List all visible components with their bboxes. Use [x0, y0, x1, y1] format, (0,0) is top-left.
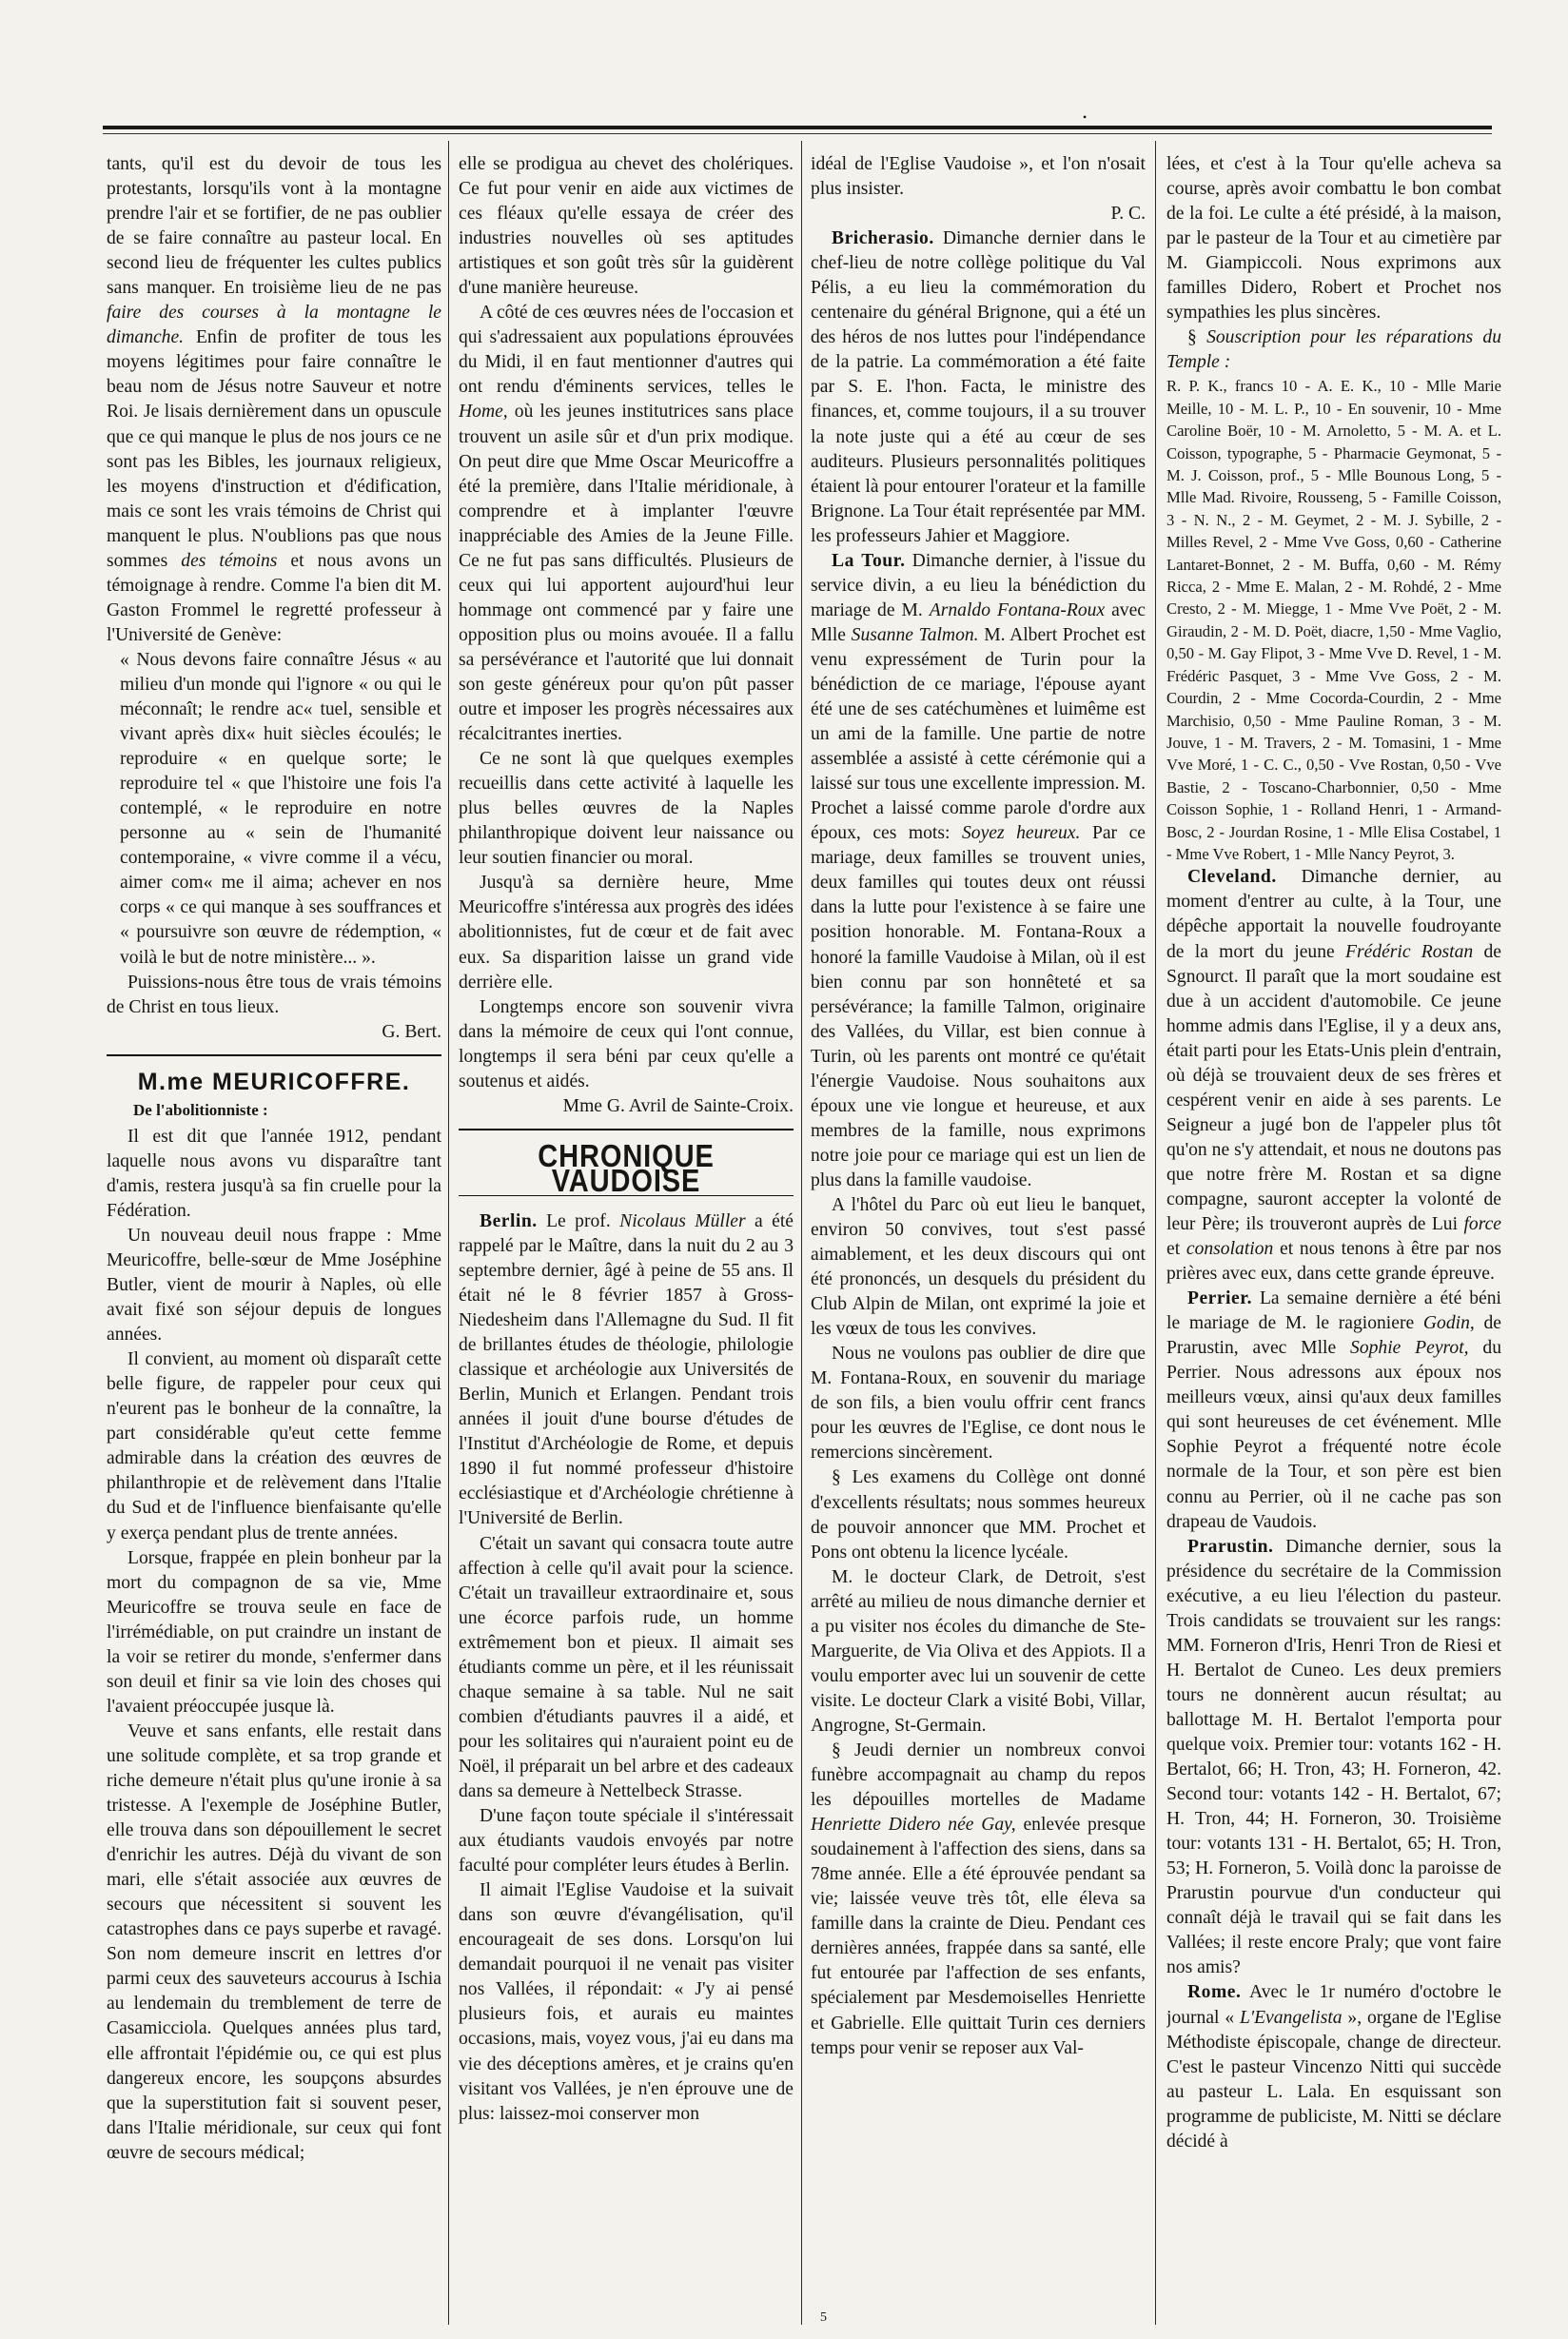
section-rule [107, 1054, 441, 1056]
signature: Mme G. Avril de Sainte-Croix. [562, 1095, 794, 1116]
paragraph: Puissions-nous être tous de vrais témoins de Christ en tous lieux. [107, 972, 441, 1017]
paragraph: Nous ne voulons pas oublier de dire que M. Fontana-Roux, en souvenir du mariage de son fils, a bien voulu offrir cent francs pour les œuvres de l'Eglise, ce dont nous le remercions sincèrement. [811, 1344, 1146, 1464]
subscription-list: R. P. K., francs 10 - A. E. K., 10 - Mlle Marie Meille, 10 - M. L. P., 10 - En souvenir, 10 - Mme Caroline Boër, 10 - M. Arnoletto, 5 - M. A. et L. Coisson, typographe, 5 - Pharmacie Geymonat, 5 - M. J. Coisson, prof., 5 - Mlle Bounous Long, 5 - Mlle Mad. Rivoire, Rousseng, 5 - Famille Coisson, 3 - N. N., 2 - M. Geymet, 2 - M. J. Sybille, 2 - Milles Revel, 2 - Mme Vve Goss, 0,60 - Catherine Lantaret-Bonnet, 2 - M. Buffa, 0,60 - M. Rémy Ricca, 2 - Mme E. Malan, 2 - M. Rohdé, 2 - Mme Cresto, 2 - M. Miegge, 1 - Mme Vve Poët, 2 - M. Giraudin, 2 - M. D. Poët, diacre, 1,50 - Mme Vaglio, 0,50 - M. Gay Flipot, 3 - Mme Vve D. Revel, 1 - M. Frédéric Pasquet, 3 - Mme Vve Goss, 2 - M. Courdin, 2 - Mme Cocorda-Courdin, 2 - Mme Marchisio, 0,50 - Mme Pauline Roman, 3 - M. Jouve, 1 - M. Travers, 2 - M. Tomasini, 1 - Mme Vve Moré, 1 - C. C., 0,50 - Vve Rostan, 0,50 - Vve Bastie, 2 - Toscano-Charbonnier, 0,50 - Mme Coisson Sophie, 1 - Rolland Henri, 1 - Armand-Bosc, 2 - Jourdan Rosine, 1 - Mlle Elisa Costabel, 1 - Mme Vve Robert, 1 - Mlle Nancy Peyrot, 3. [1166, 377, 1501, 863]
paragraph: Berlin. Le prof. Nicolaus Müller a été rappelé par le Maître, dans la nuit du 2 au 3 septembre dernier, âgé à peine de 55 ans. Il était né le 8 février 1857 à Gross-Niedesheim dans l'Allemagne du Sud. Il fit de brillantes études de théologie, philologie classique et archéologie aux Universités de Berlin, Munich et Erlangen. Pendant trois années il jouit d'une bourse d'études de l'Institut d'Archéologie de Rome, et depuis 1890 il fut nommé professeur d'histoire ecclésiastique et d'Archéologie chrétienne à l'Université de Berlin. [459, 1210, 794, 1529]
ornament-dot: • [1083, 110, 1088, 124]
page-mark: 5 [820, 2310, 827, 2325]
section-rule [459, 1129, 794, 1130]
paragraph: C'était un savant qui consacra toute autre affection à celle qu'il avait pour la science. C'était un travailleur extraordinaire et, sous une écorce parfois rude, un homme extrêmement bon et pieux. Il aimait ses étudiants comme un père, et il les réunissait chaque semaine à sa table. Nul ne sait combien d'étudiants pauvres il a aidé, et pour les solitaires qui n'auraient point eu de Noël, il préparait un bel arbre et des cadeaux dans sa demeure à Nettelbeck Strasse. [459, 1533, 794, 1801]
column-divider [801, 141, 802, 2325]
paragraph: Il convient, au moment où disparaît cette belle figure, de rappeler pour ceux qui n'eurent pas le bonheur de la connaître, la part considérable qu'eut cette femme admirable dans la création des œuvres de philanthropie et de relèvement dans l'Italie du Sud et de l'influence bienfaisante qu'elle y exerça pendant plus de trente années. [107, 1349, 441, 1543]
paragraph: § Jeudi dernier un nombreux convoi funèbre accompagnait au champ du repos les dépouilles mortelles de Madame Henriette Didero née Gay, enlevée presque soudainement à l'affection des siens, dans sa 78me année. Elle a été éprouvée pendant sa vie; laissée veuve très tôt, elle éleva sa famille dans la crainte de Dieu. Pendant ces dernières années, frappée dans sa santé, elle fut entourée par l'affection de ses enfants, spécialement par Mesdemoiselles Henriette et Gabrielle. Elle quittait Turin ces derniers temps pour venir se reposer aux Val- [811, 1740, 1146, 2058]
column-4 [1166, 152, 1501, 2312]
paragraph: Rome. Avec le 1r numéro d'octobre le journal « L'Evangelista », organe de l'Eglise Méthodiste épiscopale, change de directeur. C'est le pasteur Vincenzo Nitti qui succède au pasteur L. Lala. En esquissant son programme de publiciste, M. Nitti se déclare décidé à [1166, 1982, 1501, 2152]
paragraph: Longtemps encore son souvenir vivra dans la mémoire de ceux qui l'ont connue, longtemps il sera béni par ceux qu'elle a soutenus et aidés. [459, 996, 794, 1091]
paragraph: Un nouveau deuil nous frappe : Mme Meuricoffre, belle-sœur de Mme Joséphine Butler, vient de mourir à Naples, où elle avait fixé son séjour depuis de longues années. [107, 1225, 441, 1346]
paragraph: elle se prodigua au chevet des cholériques. Ce fut pour venir en aide aux victimes de ces fléaux qu'elle essaya de créer des industries nouvelles où ses aptitudes artistiques et son goût très sûr la guidèrent d'une manière heureuse. [459, 154, 794, 299]
paragraph: Il est dit que l'année 1912, pendant laquelle nous avons vu disparaître tant d'amis, restera jusqu'à sa fin cruelle pour la Fédération. [107, 1126, 441, 1221]
column-2 [459, 152, 794, 2312]
paragraph: D'une façon toute spéciale il s'intéressait aux étudiants vaudois envoyés par notre faculté pour compléter leurs études à Berlin. [459, 1806, 794, 1877]
column-1 [107, 152, 441, 2312]
paragraph: La Tour. Dimanche dernier, à l'issue du service divin, a eu lieu la bénédiction du mariage de M. Arnaldo Fontana-Roux avec Mlle Susanne Talmon. M. Albert Prochet est venu expressément de Turin pour la bénédiction de ce mariage, l'épouse ayant été une de ses catéchumènes et luimême est un ami de la famille. Une partie de notre assemblée a assisté à cette cérémonie qui a laissé sur tous une excellente impression. M. Prochet a laissé comme parole d'ordre aux époux, ces mots: Soyez heureux. Par ce mariage, deux familles se trouvent unies, deux familles qui toutes deux ont réussi dans la lutte pour l'existence à se faire une position honorable. M. Fontana-Roux a honoré la famille Vaudoise à Milan, où il est bien connu par son honnêteté et sa persévérance; la famille Talmon, originaire des Vallées, du Villar, est bien connue à Turin, où les parents ont montré ce qu'était l'énergie Vaudoise. Nous souhaitons aux époux une vie longue et heureuse, et aux membres de la famille, nous exprimons notre joie pour ce mariage qui est un lien de plus dans la famille vaudoise. [811, 550, 1146, 1190]
paragraph: tants, qu'il est du devoir de tous les protestants, lorsqu'ils vont à la montagne prendre l'air et se fortifier, de ne pas oublier de se faire connaître au pasteur local. En second lieu de fréquenter les cultes publics sans manquer. En troisième lieu de ne pas faire des courses à la montagne le dimanche. Enfin de profiter de tous les moyens légitimes pour faire connaître le beau nom de Jésus notre Sauveur et notre Roi. Je lisais dernièrement dans un opuscule que ce qui manque le plus de nos jours ce ne sont pas les Bibles, les journaux religieux, les moyens d'instruction et d'édification, mais ce sont les vrais témoins de Christ qui manquent le plus. N'oublions pas que nous sommes des témoins et nous avons un témoignage à rendre. Comme l'a bien dit M. Gaston Frommel le regretté professeur à l'Université de Genève: [107, 154, 441, 645]
subscription-heading: § Souscription pour les réparations du Temple : [1166, 327, 1501, 373]
top-rule-thin [103, 133, 1492, 134]
paragraph: Lorsque, frappée en plein bonheur par la mort du compagnon de sa vie, Mme Meuricoffre se trouva seule en face de l'irrémédiable, on put craindre un instant de la voir se retirer du monde, s'enfermer dans son deuil et finir sa vie loin des choses qui l'avaient préoccupée jusque là. [107, 1547, 441, 1717]
quotation: « Nous devons faire connaître Jésus « au milieu d'un monde qui l'ignore « ou qui le méconnaît; le rendre ac« tuel, sensible et vivant après dix« huit siècles écoulés; le reproduire « en quelque sorte; le reproduire tel « que l'histoire une fois l'a contemplé, « le reproduire en notre personne au « sein de l'humanité contemporaine, « vivre comme il a vécu, aimer com« me il aima; achever en nos corps « ce qui manque à ses souffrances et « poursuivre son œuvre de rédemption, « voilà le but de notre ministère... ». [120, 649, 441, 968]
article-subheading: De l'abolitionniste : [133, 1100, 268, 1119]
paragraph: § Les examens du Collège ont donné d'excellents résultats; nous sommes heureux de pouvoir annoncer que MM. Prochet et Pons ont obtenu la licence lycéale. [811, 1467, 1146, 1563]
column-divider [1155, 141, 1156, 2325]
paragraph: M. le docteur Clark, de Detroit, s'est arrêté au milieu de nous dimanche dernier et a pu visiter nos écoles du dimanche de Ste-Marguerite, de Via Oliva et des Appiots. Il a voulu emporter avec lui un souvenir de cette visite. Le docteur Clark a visité Bobi, Villar, Angrogne, St-Germain. [811, 1566, 1146, 1736]
paragraph: lées, et c'est à la Tour qu'elle acheva sa course, après avoir combattu le bon combat de la foi. Le culte a été présidé, à la maison, par le pasteur de la Tour et au cimetière par M. Giampiccoli. Nous exprimons aux familles Didero, Robert et Prochet nos sympathies les plus sincères. [1166, 154, 1501, 324]
column-divider [448, 141, 449, 2325]
paragraph: Veuve et sans enfants, elle restait dans une solitude complète, et sa trop grande et riche demeure n'était plus qu'une ironie à sa tristesse. A l'exemple de Joséphine Butler, elle trouva dans son dépouillement le secret d'enrichir les autres. Déjà du vivant de son mari, elle s'était associée aux œuvres de secours que nécessitent si souvent les catastrophes dans ce pays superbe et ravagé. Son nom demeure inscrit en lettres d'or parmi ceux des sauveteurs accourus à Ischia au lendemain du tremblement de terre de Casamicciola. Quelques années plus tard, elle affrontait l'épidémie ou, ce qui est plus dangereux encore, les soupçons absurdes que la superstitution fait si souvent peser, dans l'Italie méridionale, sur ceux qui font œuvre de secours médical; [107, 1720, 441, 2163]
paragraph: idéal de l'Eglise Vaudoise », et l'on n'osait plus insister. [811, 154, 1146, 200]
signature: G. Bert. [382, 1021, 441, 1042]
paragraph: Ce ne sont là que quelques exemples recueillis dans cette activité à laquelle les plus belles œuvres de la Naples philanthropique doivent leur naissance ou leur soutien financier ou moral. [459, 749, 794, 869]
paragraph: Jusqu'à sa dernière heure, Mme Meuricoffre s'intéressa aux progrès des idées abolitionnistes, fut de cœur et de fait avec eux. Sa disparition laisse un grand vide derrière elle. [459, 873, 794, 993]
paragraph: Bricherasio. Dimanche dernier dans le chef-lieu de notre collège politique du Val Pélis, a eu lieu la commémoration du centenaire du général Brignone, qui a été un des héros de nos luttes pour l'indépendance de la patrie. La commémoration a été faite par S. E. l'hon. Facta, le ministre des finances, et, comme toujours, il a su trouver la note juste qui a été au cœur de ses auditeurs. Plusieurs personnalités politiques étaient là pour entourer l'orateur et la famille Brignone. La Tour était représentée par MM. les professeurs Jahier et Maggiore. [811, 228, 1146, 546]
paragraph: Il aimait l'Eglise Vaudoise et la suivait dans son œuvre d'évangélisation, qu'il encourageait de ses dons. Lorsqu'on lui demandait pourquoi il ne venait pas visiter nos Vallées, il répondait: « J'y ai pensé plusieurs fois, et aurais eu maintes occasions, mais, voyez vous, j'ai eu dans ma vie des déceptions amères, et je crains qu'en visitant vos Vallées, je n'en éprouve une de plus: laissez-moi conserver mon [459, 1880, 794, 2124]
signature: P. C. [1110, 204, 1146, 225]
top-rule [103, 126, 1492, 129]
section-heading: CHRONIQUE VAUDOISE [538, 1137, 715, 1198]
article-heading: M.me MEURICOFFRE. [137, 1068, 411, 1095]
column-3 [811, 152, 1146, 2312]
paragraph: Cleveland. Dimanche dernier, au moment d'entrer au culte, à la Tour, une dépêche apportait la nouvelle foudroyante de la mort du jeune Frédéric Rostan de Sgnourct. Il paraît que la mort soudaine est due à un accident d'automobile. Ce jeune homme admis dans l'Eglise, il y a deux ans, était parti pour les Etats-Unis plein d'entrain, où déjà se trouvaient deux de ses frères et cespérent venir en aide à ses parents. Le Seigneur a jugé bon de l'appeler plus tôt qu'on ne s'y attendait, et nous ne doutons pas que notre frère M. Rostan et sa digne compagne, sauront accepter la volonté de leur Père; ils trouveront auprès de Lui force et consolation et nous tenons à être par nos prières avec eux, dans cette grande épreuve. [1166, 867, 1501, 1285]
paragraph: A l'hôtel du Parc où eut lieu le banquet, environ 50 convives, tout s'est passé aimablement, et les deux discours qui ont été prononcés, un desquels du président du Club Alpin de Milan, ont exprimé la joie et les vœux de tous les convives. [811, 1194, 1146, 1340]
paragraph: A côté de ces œuvres nées de l'occasion et qui s'adressaient aux populations éprouvées du Midi, il en faut mentionner d'autres qui ont rendu d'éminents services, telles le Home, où les jeunes institutrices sans place trouvent un asile sûr et d'un prix modique. On peut dire que Mme Oscar Meuricoffre a été la première, dans l'Italie méridionale, à comprendre et à implanter l'œuvre inappréciable des Amies de la Jeune Fille. Ce ne fut pas sans difficultés. Plusieurs de ceux qui lui apportent aujourd'hui leur hommage ont commencé par y faire une opposition plus ou moins avouée. Il a fallu sa persévérance et l'autorité que lui donnait son geste généreux pour qu'on pût passer outre et imposer les progrès nécessaires aux récalcitrantes inerties. [459, 303, 794, 745]
paragraph: Prarustin. Dimanche dernier, sous la présidence du secrétaire de la Commission exécutive, a eu lieu l'élection du pasteur. Trois candidats se trouvaient sur les rangs: MM. Forneron d'Iris, Henri Tron de Riesi et H. Bertalot de Cuneo. Les deux premiers tours ne donnèrent aucun résultat; au ballottage M. H. Bertalot l'emporta pour quelque voix. Premier tour: votants 162 - H. Bertalot, 66; H. Tron, 43; H. Forneron, 42. Second tour: votants 142 - H. Bertalot, 67; H. Tron, 44; H. Forneron, 30. Troisième tour: votants 131 - H. Bertalot, 65; H. Tron, 53; H. Forneron, 5. Voilà donc la paroisse de Prarustin pourvue d'un conducteur qui connaît déjà le travail qui se fait dans les Vallées; il reste encore Praly; que vont faire nos amis? [1166, 1536, 1501, 1978]
paragraph: Perrier. La semaine dernière a été béni le mariage de M. le ragioniere Godin, de Prarustin, avec Mlle Sophie Peyrot, du Perrier. Nous adressons aux époux nos meilleurs vœux, ainsi qu'aux deux familles qui sont heureuses de cet événement. Mlle Sophie Peyrot a fréquenté notre école normale de la Tour, et son père est bien connu au Perrier, où il ne cache pas son drapeau de Vaudois. [1166, 1288, 1501, 1532]
